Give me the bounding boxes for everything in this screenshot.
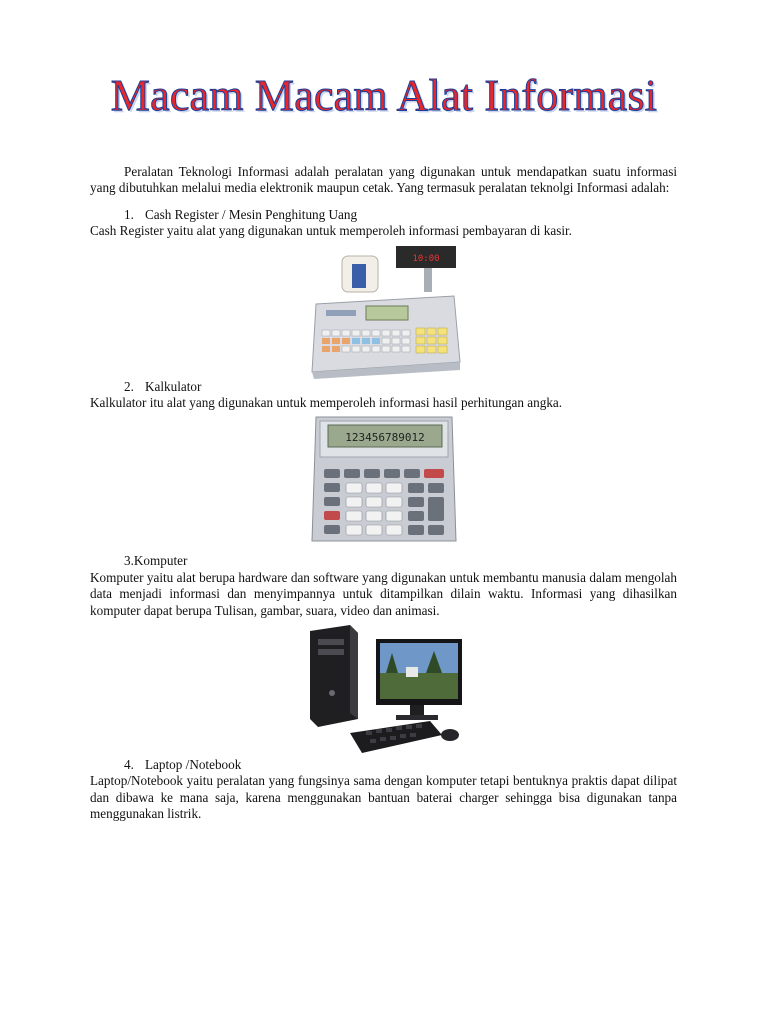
computer-image [90, 623, 677, 755]
calculator-image [90, 413, 677, 545]
item-number: 4. [124, 757, 134, 773]
item-heading-text: Laptop /Notebook [145, 757, 242, 773]
item-description-cash-register: Cash Register yaitu alat yang digunakan untuk memperoleh informasi pembayaran di kasir. [90, 223, 572, 239]
page-title: Macam Macam Alat Informasi [110, 71, 658, 120]
cash-register-illustration [304, 244, 464, 379]
cash-register-display-text: 10:00 [411, 253, 440, 264]
item-description-laptop: Laptop/Notebook yaitu peralatan yang fungsinya sama dengan komputer tetapi bentuknya praktis dapat dilipat dan dibawa ke mana saja, karena menggunakan bantuan baterai charger sehingga bisa digunakan tanpa menggunakan listrik. [90, 773, 677, 822]
cash-register-image [90, 244, 677, 379]
item-number: 2. [124, 378, 134, 394]
item-heading-cash-register [90, 207, 677, 223]
item-number: 3. [124, 553, 134, 569]
item-description-komputer: Komputer yaitu alat berupa hardware dan software yang digunakan untuk membantu manusia dalam mengolah data menjadi informasi dan menyimpannya untuk ditampilkan dilain waktu. Informasi yang dihasilkan komputer dapat berupa Tulisan, gambar, suara, video dan animasi. [90, 569, 677, 618]
item-heading-komputer [90, 553, 677, 569]
computer-illustration [306, 623, 462, 755]
calculator-display-text: 123456789012 [344, 431, 425, 445]
item-number: 1. [124, 206, 134, 222]
item-heading-kalkulator [90, 379, 677, 395]
item-heading-laptop [90, 757, 677, 773]
intro-paragraph: Peralatan Teknologi Informasi adalah peralatan yang digunakan untuk mendapatkan suatu informasi yang dibutuhkan melalui media elektronik maupun cetak. Yang termasuk peralatan teknolgi Informasi adalah: [90, 164, 677, 196]
item-heading-text: Cash Register / Mesin Penghitung Uang [145, 206, 358, 222]
item-heading-text: Kalkulator [145, 378, 202, 394]
document-body [90, 164, 677, 823]
item-heading-text: Komputer [133, 553, 188, 569]
item-description-kalkulator: Kalkulator itu alat yang digunakan untuk memperoleh informasi hasil perhitungan angka. [90, 395, 563, 411]
calculator-illustration [310, 413, 458, 545]
